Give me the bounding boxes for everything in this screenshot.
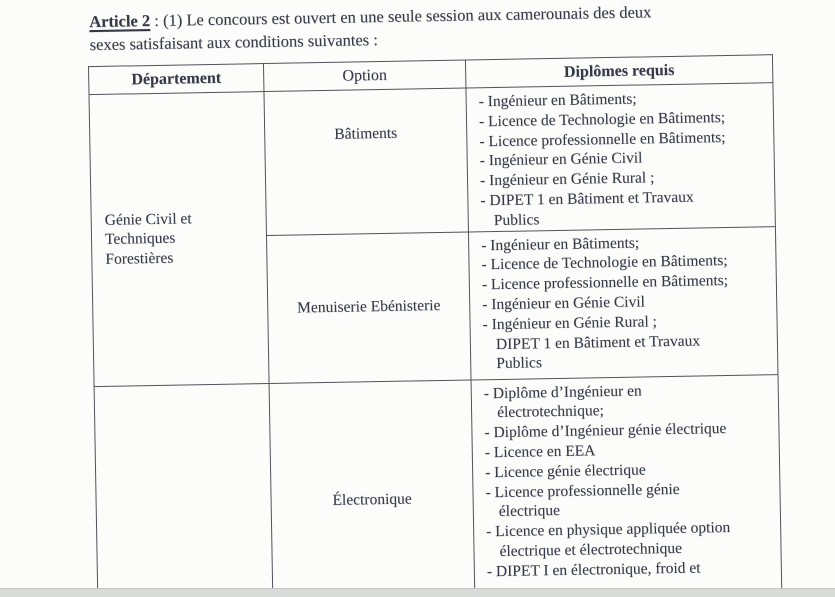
diploma-line: - Ingénieur en Génie Civil <box>479 149 643 170</box>
diploma-line: - Diplôme d’Ingénieur en <box>483 382 642 402</box>
diploma-line: - Licence professionnelle génie <box>485 480 680 501</box>
diploma-line: - Ingénieur en Génie Civil <box>482 293 646 314</box>
diploma-line: - Licence génie électrique <box>485 461 646 482</box>
departement-line: Forestières <box>105 249 174 269</box>
diploma-line-continuation: électrique et électrotechnique <box>499 539 683 560</box>
article-2-line-2: sexes satisfaisant aux conditions suivantes : <box>89 30 378 55</box>
diploma-line: - DIPET 1 en Bâtiment et Travaux <box>480 188 694 210</box>
diploma-line: - DIPET I en électronique, froid et <box>486 559 701 580</box>
diploma-line-continuation: Publics <box>493 211 540 229</box>
table-row-electronique <box>94 374 782 597</box>
cell-option-batiments: Bâtiments <box>264 88 468 235</box>
diploma-line-continuation: électrique <box>498 502 561 521</box>
cell-option-menuiserie: Menuiserie Ebénisterie <box>266 232 471 384</box>
diploma-line: - Ingénieur en Génie Rural ; <box>479 169 655 190</box>
diploma-line-continuation: Publics <box>496 354 543 373</box>
article-2-label: Article 2 <box>89 11 151 32</box>
diploma-line: - Ingénieur en Génie Rural ; <box>482 313 658 334</box>
diploma-line: - Licence de Technologie en Bâtiments; <box>481 252 728 274</box>
cell-diplomas-batiments <box>466 83 775 232</box>
diploma-line: - Ingénieur en Bâtiments; <box>481 234 640 254</box>
article-2-text: : (1) Le concours est ouvert en une seule session aux camerounais des deux <box>149 2 652 31</box>
departement-line: Techniques <box>104 230 176 249</box>
col-header-diplomes: Diplômes requis <box>465 55 772 88</box>
article-2-paragraph <box>89 0 652 56</box>
cell-diplomas-menuiserie <box>468 226 778 379</box>
cell-option-electronique: Électronique <box>269 380 475 597</box>
departement-line: Génie Civil et <box>104 209 192 229</box>
col-header-option: Option <box>263 60 465 92</box>
diploma-line: - Ingénieur en Bâtiments; <box>478 90 637 111</box>
scanner-edge-bar <box>0 588 835 597</box>
diploma-line-continuation: électrotechnique; <box>496 402 604 422</box>
cell-diplomas-electronique <box>471 374 782 597</box>
diploma-line: - Licence professionnelle en Bâtiments; <box>479 128 726 150</box>
cell-departement-empty <box>94 383 273 597</box>
diploma-line: - Licence en EEA <box>484 442 596 462</box>
diploma-line: - Licence de Technologie en Bâtiments; <box>478 108 726 131</box>
diploma-line: - Licence professionnelle en Bâtiments; <box>481 272 729 294</box>
diploma-line: - Licence en physique appliquée option <box>486 519 731 541</box>
cell-departement-genie-civil <box>89 92 269 387</box>
col-header-departement: Département <box>89 64 264 95</box>
table-row-batiments <box>89 83 775 238</box>
diploma-line: - Diplôme d’Ingénieur génie électrique <box>484 420 727 442</box>
diploma-line-continuation: DIPET 1 en Bâtiment et Travaux <box>495 332 701 353</box>
diplomas-table <box>88 54 783 597</box>
